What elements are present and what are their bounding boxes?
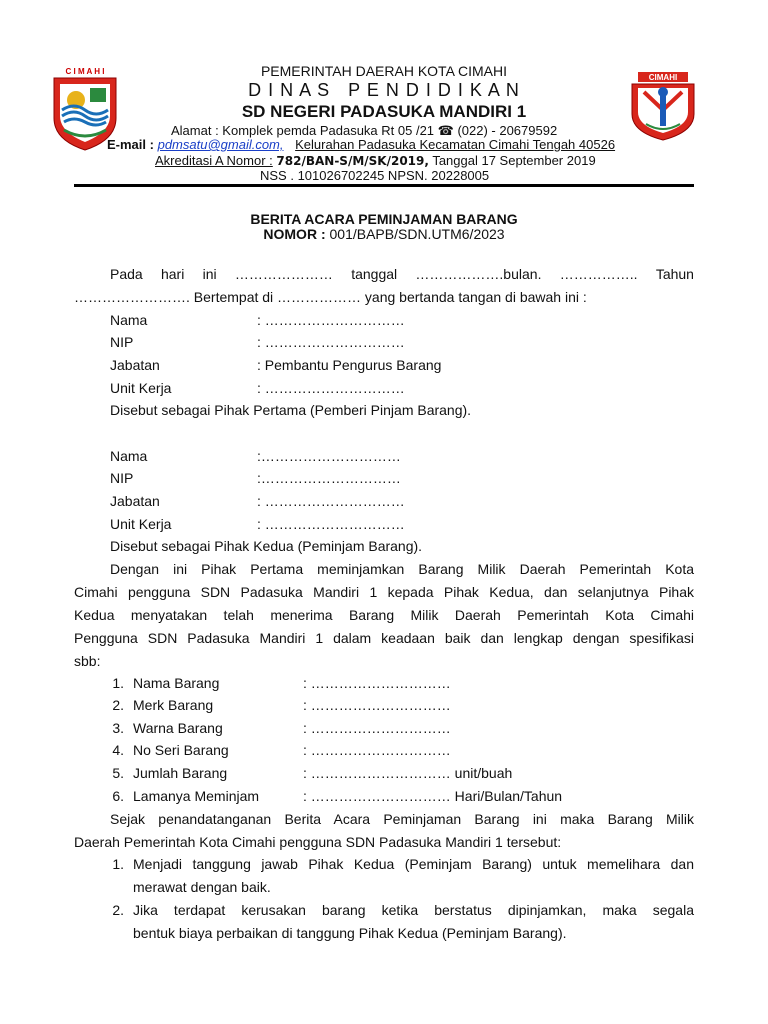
paragraph-line: Daerah Pemerintah Kota Cimahi pengguna SDN Padasuka Mandiri 1 tersebut: (74, 834, 562, 850)
item-number: 1. (112, 675, 124, 691)
intro-blank: ……………….bulan. (415, 266, 542, 282)
term-line: bentuk biaya perbaikan di tanggung Pihak Kedua (Peminjam Barang). (133, 925, 567, 941)
item-value: : ………………………… (303, 720, 451, 736)
field-label: Nama (110, 448, 148, 464)
item-label: Warna Barang (133, 720, 223, 736)
intro-line-2: ……………………. Bertempat di ……………… yang bertanda tangan di bawah ini : (74, 289, 587, 305)
intro-word: ini (202, 266, 217, 282)
paragraph-line: Cimahi pengguna SDN Padasuka Mandiri 1 kepada Pihak Kedua, dan selanjutnya Pihak (74, 584, 694, 600)
department-name: D I N A S P E N D I D I K A N (248, 80, 520, 100)
paragraph-line: Sejak penandatanganan Berita Acara Peminjaman Barang ini maka Barang Milik (110, 811, 694, 827)
accreditation-date: Tanggal 17 September 2019 (432, 153, 596, 168)
item-value: : ………………………… (303, 742, 451, 758)
field-value: : ………………………… (257, 312, 405, 328)
intro-word: Pada (110, 266, 143, 282)
field-label: Unit Kerja (110, 380, 172, 396)
field-value: :………………………… (257, 470, 401, 486)
field-label: Jabatan (110, 493, 160, 509)
item-number: 3. (112, 720, 124, 736)
accreditation-number: 782/BAN-S/M/SK/2019, (276, 154, 429, 168)
email-link[interactable]: pdmsatu@gmail.com, (157, 137, 284, 152)
paragraph-line: Kedua menyatakan telah menerima Barang Milik Daerah Pemerintah Kota Cimahi (74, 607, 694, 623)
item-label: Nama Barang (133, 675, 220, 691)
field-label: NIP (110, 334, 134, 350)
field-label: Jabatan (110, 357, 160, 373)
contact-line (107, 137, 615, 152)
document-title: BERITA ACARA PEMINJAMAN BARANG (250, 211, 518, 227)
item-label: Lamanya Meminjam (133, 788, 260, 804)
intro-blank: ………………… (234, 266, 333, 282)
item-number: 5. (112, 765, 124, 781)
term-line: merawat dengan baik. (133, 879, 271, 895)
intro-blank: …………….. (559, 266, 638, 282)
field-value: : ………………………… (257, 380, 405, 396)
item-number: 4. (112, 742, 124, 758)
field-label: NIP (110, 470, 134, 486)
field-label: Unit Kerja (110, 516, 172, 532)
paragraph-line: sbb: (74, 653, 101, 669)
logo-left-text: C I M A H I (65, 67, 105, 76)
pihak-pertama-note: Disebut sebagai Pihak Pertama (Pemberi Pinjam Barang). (110, 402, 472, 418)
field-label: Nama (110, 312, 148, 328)
intro-word: tanggal (351, 266, 398, 282)
header-divider (74, 184, 694, 187)
item-value: : ………………………… (303, 697, 451, 713)
field-value: : ………………………… (257, 334, 405, 350)
term-line: Jika terdapat kerusakan barang ketika berstatus dipinjamkan, maka segala (133, 902, 694, 918)
item-number: 2. (112, 697, 124, 713)
document-number (0, 226, 768, 242)
email-label: E-mail : (107, 137, 154, 152)
field-value: :………………………… (257, 448, 401, 464)
item-value: : ………………………… (303, 675, 451, 691)
intro-word: hari (160, 266, 185, 282)
government-name: PEMERINTAH DAERAH KOTA CIMAHI (260, 63, 508, 79)
intro-line-1 (110, 266, 694, 282)
item-label: Jumlah Barang (133, 765, 228, 781)
school-address: Alamat : Komplek pemda Padasuka Rt 05 /21 ☎ (022) - 20679592 (171, 123, 558, 138)
field-value: : ………………………… (257, 493, 405, 509)
paragraph-line: Pengguna SDN Padasuka Mandiri 1 dalam keadaan baik dan lengkap dengan spesifikasi (74, 630, 694, 646)
field-value: : Pembantu Pengurus Barang (257, 357, 442, 373)
item-label: No Seri Barang (133, 742, 229, 758)
paragraph-line: Dengan ini Pihak Pertama meminjamkan Barang Milik Daerah Pemerintah Kota (110, 561, 694, 577)
intro-word: Tahun (655, 266, 694, 282)
accreditation-line (155, 153, 596, 168)
accreditation-label: Akreditasi A Nomor : (155, 153, 273, 168)
item-value: : ………………………… unit/buah (303, 765, 513, 781)
field-value: : ………………………… (257, 516, 405, 532)
item-value: : ………………………… Hari/Bulan/Tahun (303, 788, 563, 804)
nomor-label: NOMOR : (263, 226, 326, 242)
nomor-value: 001/BAPB/SDN.UTM6/2023 (329, 226, 505, 242)
item-number: 6. (112, 788, 124, 804)
pihak-kedua-note: Disebut sebagai Pihak Kedua (Peminjam Barang). (110, 538, 423, 554)
logo-right-text: CIMAHI (648, 73, 678, 82)
nss-npsn: NSS . 101026702245 NPSN. 20228005 (260, 168, 490, 183)
term-number: 1. (112, 856, 124, 872)
school-name: SD NEGERI PADASUKA MANDIRI 1 (241, 102, 527, 121)
term-line: Menjadi tanggung jawab Pihak Kedua (Peminjam Barang) untuk memelihara dan (133, 856, 694, 872)
item-label: Merk Barang (133, 697, 214, 713)
kelurahan-text: Kelurahan Padasuka Kecamatan Cimahi Tengah 40526 (295, 137, 616, 152)
term-number: 2. (112, 902, 124, 918)
